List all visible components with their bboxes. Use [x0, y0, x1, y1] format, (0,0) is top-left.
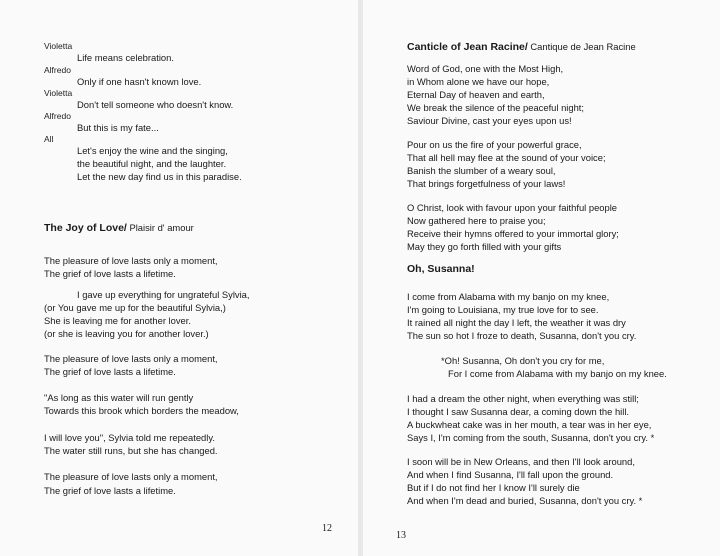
lyric-line: May they go forth filled with your gifts [407, 241, 562, 252]
lyric-line: And when I'm dead and buried, Susanna, don't you cry. * [407, 495, 643, 506]
speaker-label: Alfredo [44, 111, 71, 121]
lyric-line: Eternal Day of heaven and earth, [407, 89, 545, 100]
dialogue-line: Let's enjoy the wine and the singing, [77, 145, 228, 156]
lyric-line: The grief of love lasts a lifetime. [44, 366, 176, 377]
right-page [363, 0, 720, 556]
chorus-line: *Oh! Susanna, Oh don't you cry for me, [441, 355, 605, 366]
lyric-line: in Whom alone we have our hope, [407, 76, 550, 87]
susanna-title: Oh, Susanna! [407, 263, 475, 275]
lyric-line: I'm going to Louisiana, my true love for to see. [407, 304, 599, 315]
speaker-label: Alfredo [44, 65, 71, 75]
lyric-line: Word of God, one with the Most High, [407, 63, 564, 74]
lyric-line: "As long as this water will run gently [44, 392, 194, 403]
lyric-line: The pleasure of love lasts only a moment, [44, 255, 218, 266]
lyric-line: I gave up everything for ungrateful Sylvia, [77, 289, 250, 300]
lyric-line: The pleasure of love lasts only a moment, [44, 353, 218, 364]
lyric-line: That all hell may flee at the sound of your voice; [407, 152, 606, 163]
lyric-line: (or she is leaving you for another lover.) [44, 328, 209, 339]
song-heading [44, 221, 194, 235]
dialogue-line: But this is my fate... [77, 122, 159, 133]
lyric-line: Pour on us the fire of your powerful grace, [407, 139, 582, 150]
speaker-label: All [44, 134, 54, 144]
dialogue-line: Life means celebration. [77, 52, 174, 63]
song-title: The Joy of Love/ [44, 222, 127, 234]
lyric-line: And when I find Susanna, I'll fall upon the ground. [407, 469, 614, 480]
speaker-label: Violetta [44, 41, 73, 51]
chorus-line: For I come from Alabama with my banjo on my knee. [448, 368, 667, 379]
lyric-line: The sun so hot I froze to death, Susanna, don't you cry. [407, 330, 637, 341]
lyric-line: Saviour Divine, cast your eyes upon us! [407, 115, 572, 126]
page-number: 12 [322, 523, 332, 534]
lyric-line: The grief of love lasts a lifetime. [44, 268, 176, 279]
dialogue-line: Don't tell someone who doesn't know. [77, 99, 234, 110]
lyric-line: Receive their hymns offered to your immortal glory; [407, 228, 619, 239]
dialogue-line: Only if one hasn't known love. [77, 76, 202, 87]
lyric-line: The water still runs, but she has changed. [44, 445, 218, 456]
canticle-subtitle: Cantique de Jean Racine [527, 41, 636, 52]
lyric-line: I come from Alabama with my banjo on my knee, [407, 291, 610, 302]
speaker-label: Violetta [44, 88, 73, 98]
lyric-line: O Christ, look with favour upon your faithful people [407, 202, 618, 213]
lyric-line: I had a dream the other night, when everything was still; [407, 393, 639, 404]
lyric-line: But if I do not find her I know I'll surely die [407, 482, 580, 493]
lyric-line: (or You gave me up for the beautiful Sylvia,) [44, 302, 226, 313]
lyric-line: That brings forgetfulness of your laws! [407, 178, 566, 189]
lyric-line: Says I, I'm coming from the south, Susanna, don't you cry. * [407, 432, 655, 443]
lyric-line: Now gathered here to praise you; [407, 215, 546, 226]
canticle-heading [407, 40, 636, 54]
lyric-line: I thought I saw Susanna dear, a coming down the hill. [407, 406, 630, 417]
lyric-line: She is leaving me for another lover. [44, 315, 191, 326]
left-page [0, 0, 358, 556]
canticle-title: Canticle of Jean Racine/ [407, 41, 528, 53]
lyric-line: The grief of love lasts a lifetime. [44, 485, 176, 496]
lyric-line: We break the silence of the peaceful night; [407, 102, 585, 113]
lyric-line: A buckwheat cake was in her mouth, a tear was in her eye, [407, 419, 652, 430]
lyric-line: The pleasure of love lasts only a moment, [44, 471, 218, 482]
dialogue-line: Let the new day find us in this paradise. [77, 171, 242, 182]
dialogue-line: the beautiful night, and the laughter. [77, 158, 227, 169]
lyric-line: I will love you", Sylvia told me repeatedly. [44, 432, 215, 443]
lyric-line: Banish the slumber of a weary soul, [407, 165, 556, 176]
lyric-line: I soon will be in New Orleans, and then I'll look around, [407, 456, 635, 467]
lyric-line: It rained all night the day I left, the weather it was dry [407, 317, 626, 328]
song-subtitle: Plaisir d' amour [126, 222, 194, 233]
page-number: 13 [396, 530, 406, 541]
lyric-line: Towards this brook which borders the meadow, [44, 405, 239, 416]
